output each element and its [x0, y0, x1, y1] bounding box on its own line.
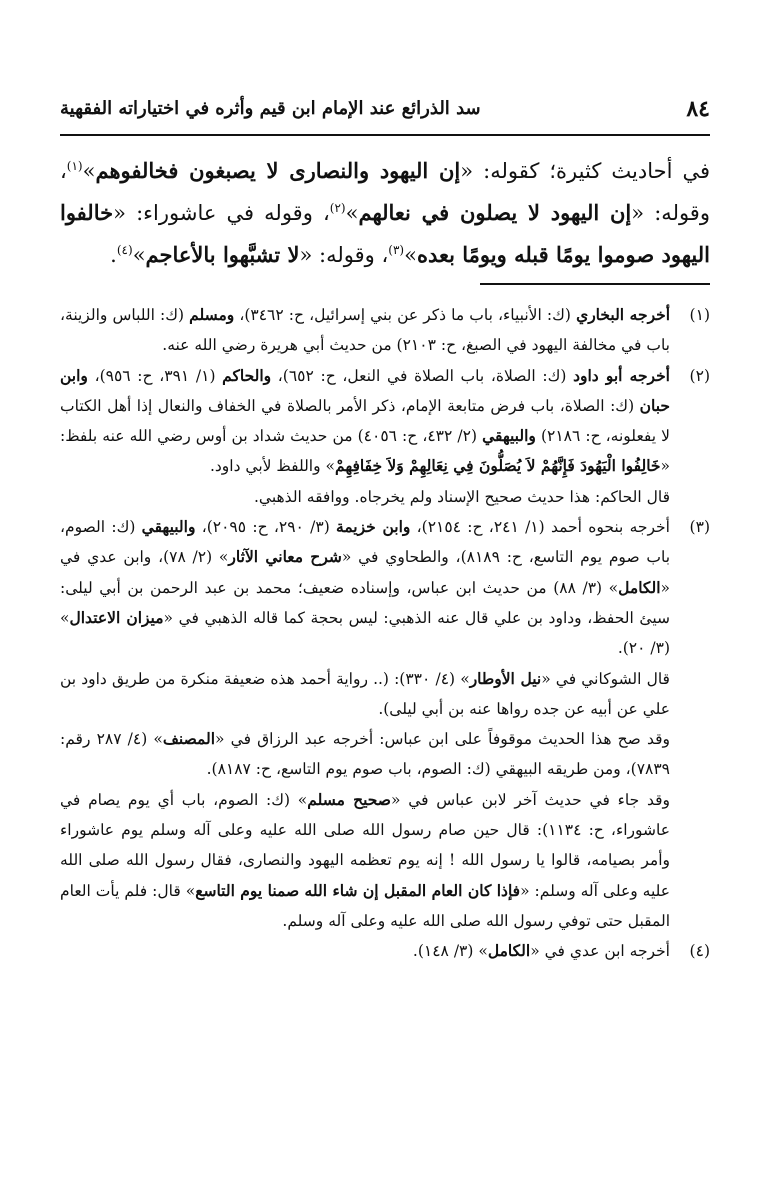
- footnote-4: [60, 936, 710, 966]
- hadith-quote: إن اليهود لا يصلون في نعالهم: [358, 200, 632, 225]
- footnote-number: (٢): [689, 366, 710, 385]
- footnote-text: » (٢/ ٧٨)، وابن عدي في «: [60, 548, 670, 597]
- footnote-text: » (٣/ ٨٨) من حديث ابن عباس، وإسناده ضعيف؛ محمد بن عبد الرحمن بن أبي ليلى: سيئ الحفظ، وداود بن علي قال عنه الذهبي: ليس بحجة كما قاله الذهبي في «: [60, 578, 670, 627]
- source-name: صحيح مسلم: [307, 789, 391, 809]
- source-name: ومسلم: [189, 305, 235, 324]
- footnote-ref[interactable]: (٣): [388, 243, 405, 257]
- source-name: نيل الأوطار: [469, 668, 542, 688]
- footnote-text: (ك: اللباس والزينة، باب في مخالفة اليهود في الصبغ، ح: ٢١٠٣) من حديث أبي هريرة رضي الله عنه.: [60, 306, 670, 355]
- hadith-quote: لا تشبَّهوا بالأعاجم: [145, 242, 300, 267]
- footnote-number: (٤): [689, 942, 710, 961]
- footnote-paragraph: [60, 512, 670, 663]
- footnote-text: (ك: الأنبياء، باب ما ذكر عن بني إسرائيل، ح: ٣٤٦٢)،: [234, 306, 577, 324]
- footnote-text: » واللفظ لأبي داود.: [209, 457, 336, 476]
- footnote-paragraph: قال الحاكم: هذا حديث صحيح الإسناد ولم يخرجاه. ووافقه الذهبي.: [253, 487, 670, 506]
- footnote-text: » (٣/ ١٤٨).: [412, 942, 488, 961]
- page-number: ٨٤: [686, 96, 710, 122]
- source-name: الكامل: [618, 577, 661, 597]
- source-name: والحاكم: [222, 365, 272, 385]
- footnote-ref[interactable]: (١): [66, 159, 83, 173]
- footnote-text: (ك: الصوم، باب صوم يوم التاسع، ح: ٨١٨٩)، والطحاوي في «: [60, 518, 671, 567]
- main-text-segment: ، وقوله: «: [299, 243, 389, 267]
- footnote-text: (ك: الصلاة، باب الصلاة في النعل، ح: ٦٥٢)،: [271, 366, 574, 385]
- footnote-text: قال الشوكاني في «: [541, 669, 670, 688]
- hadith-quote: خَالِفُوا الْيَهُودَ فَإِنَّهُمْ لاَ يُصَلُّونَ فِي نِعَالِهِمْ وَلاَ خِفَافِهِمْ: [335, 456, 661, 476]
- hadith-quote: إن اليهود والنصارى لا يصبغون فخالفوهم: [95, 158, 461, 183]
- footnote-2: [60, 361, 710, 512]
- footnote-text: (١/ ٣٩١، ح: ٩٥٦)،: [87, 366, 223, 385]
- source-name: أخرجه البخاري: [576, 305, 671, 324]
- source-name: ميزان الاعتدال: [69, 607, 164, 627]
- hadith-quote: خالفوا اليهود صوموا يومًا قبله ويومًا بعده: [60, 200, 710, 267]
- footnote-paragraph: [60, 664, 670, 725]
- hadith-quote: فإذا كان العام المقبل إن شاء الله صمنا يوم التاسع: [195, 880, 521, 900]
- footnote-text: » (ك: الصوم، باب أي يوم يصام في عاشوراء، ح: ١١٣٤): قال حين صام رسول الله صلى الله عليه وعلى آله وسلم يوم عاشوراء وأمر بصيامه، قالوا يا رسول الله ! إنه يوم تعظمه اليهود والنصارى، فقال رسول الله صلى الله عليه وعلى آله وسلم: «: [60, 790, 671, 900]
- footnote-ref[interactable]: (٢): [329, 201, 346, 215]
- footnote-text: » (٤/ ٢٨٧ رقم: ٧٨٣٩)، ومن طريقه البيهقي (ك: الصوم، باب صوم يوم التاسع، ح: ٨١٨٧).: [60, 730, 670, 779]
- main-text-segment: »: [404, 243, 417, 267]
- footnote-paragraph: [60, 724, 670, 785]
- footnote-text: وقد صح هذا الحديث موقوفاً على ابن عباس: أخرجه عبد الرزاق في «: [215, 730, 670, 749]
- running-title: سد الذرائع عند الإمام ابن قيم وأثره في اختياراته الفقهية: [60, 98, 481, 119]
- footnote-text: » (٤/ ٣٣٠): (.. رواية أحمد هذه ضعيفة منكرة من طريق داود بن علي عن أبيه عن جده رواها عنه بن أبي ليلى).: [60, 669, 670, 718]
- main-text-segment: »: [132, 243, 146, 267]
- source-name: وابن حبان: [60, 365, 670, 415]
- footnote-text: » (٣/ ٢٠).: [60, 608, 670, 658]
- main-text-segment: ، وقوله: «: [60, 159, 710, 225]
- footnote-text: (ك: الصلاة، باب فرض متابعة الإمام، ذكر الأمر بالصلاة في الخفاف والنعال إذا أهل الكتاب لا يفعلونه، ح: ٢١٨٦): [60, 396, 670, 446]
- footnote-text: أخرجه بنحوه أحمد (١/ ٢٤١، ح: ٢١٥٤)،: [410, 518, 670, 537]
- main-text-segment: »: [345, 201, 359, 225]
- main-text-segment: .: [110, 243, 117, 267]
- footnote-text: (٢/ ٤٣٢، ح: ٤٠٥٦) من حديث شداد بن أوس رضي الله عنه بلفظ: «: [60, 427, 670, 476]
- footnotes-section: [60, 300, 710, 967]
- footnote-text: وقد جاء في حديث آخر لابن عباس في «: [390, 790, 670, 809]
- source-name: شرح معاني الآثار: [228, 547, 342, 567]
- footnote-number: (٣): [689, 518, 710, 537]
- footnote-text: أخرجه ابن عدي في «: [530, 942, 670, 961]
- source-name: وابن خزيمة: [336, 517, 411, 537]
- footnote-1: [60, 300, 710, 361]
- footnote-text: (٣/ ٢٩٠، ح: ٢٠٩٥)،: [195, 518, 337, 537]
- main-text-segment: »: [82, 159, 96, 183]
- source-name: أخرجه أبو داود: [573, 365, 670, 385]
- footnote-number: (١): [689, 306, 710, 324]
- source-name: المصنف: [162, 729, 216, 749]
- footnote-paragraph: [60, 300, 670, 361]
- footnote-paragraph: [60, 936, 670, 966]
- source-name: الكامل: [487, 941, 531, 961]
- source-name: والبيهقي: [482, 426, 536, 446]
- footnote-text: » قال: فلم يأت العام المقبل حتى توفي رسول الله صلى الله عليه وعلى آله وسلم.: [60, 881, 670, 930]
- footnote-ref[interactable]: (٤): [116, 243, 133, 257]
- footnote-separator: [480, 283, 710, 285]
- main-text-segment: ، وقوله في عاشوراء: «: [113, 201, 330, 225]
- footnote-3: [60, 512, 710, 936]
- main-text-segment: في أحاديث كثيرة؛ كقوله: «: [460, 159, 710, 183]
- page-header: [60, 92, 710, 136]
- footnote-paragraph: [60, 361, 670, 482]
- footnote-paragraph: [60, 785, 670, 936]
- source-name: والبيهقي: [141, 517, 196, 537]
- main-paragraph: [60, 150, 710, 276]
